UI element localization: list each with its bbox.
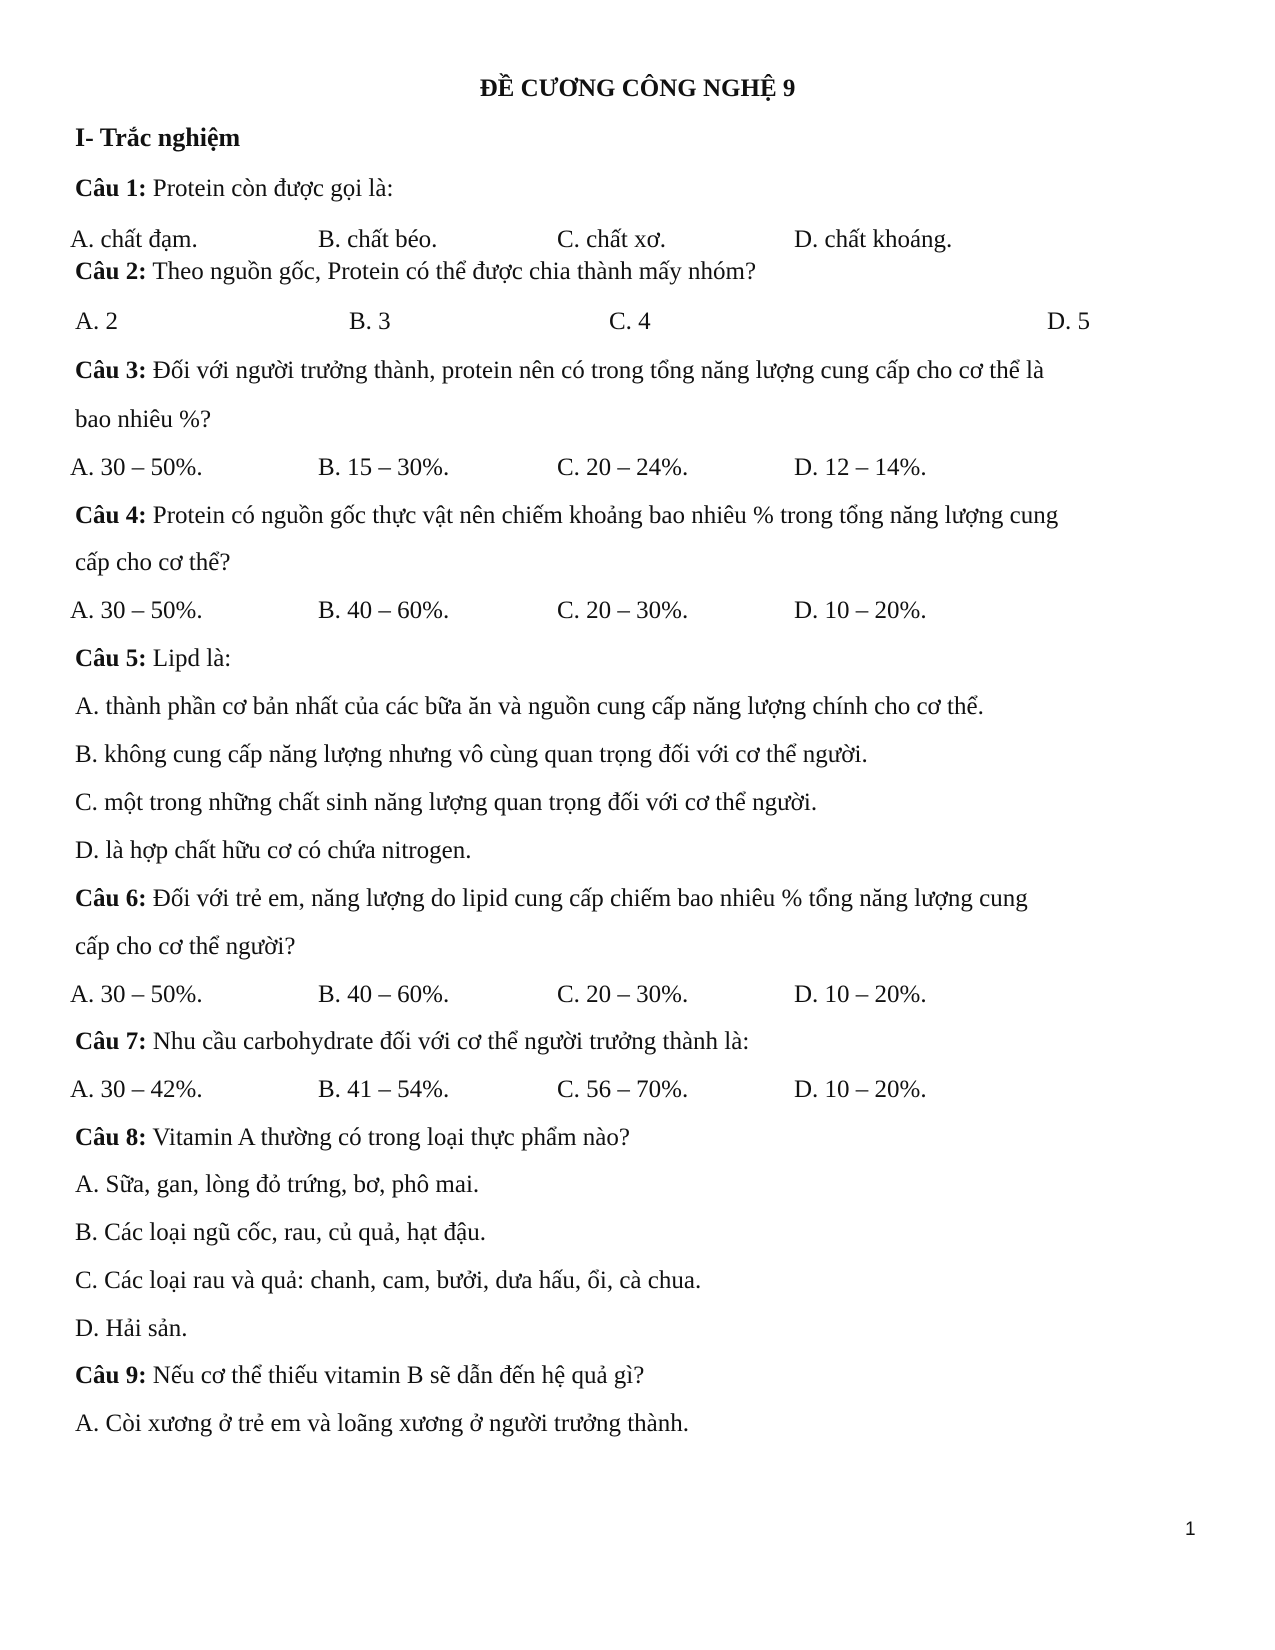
option-d: D. 5 <box>1047 308 1091 335</box>
option-c: C. 20 – 30%. <box>557 597 689 624</box>
option-b: B. 40 – 60%. <box>318 597 450 624</box>
question-text: Protein còn được gọi là: <box>152 175 394 202</box>
option-d: D. 10 – 20%. <box>794 981 927 1008</box>
option-d: D. 10 – 20%. <box>794 1076 927 1103</box>
question-6 <box>75 884 1028 914</box>
option-c: C. 20 – 30%. <box>557 981 689 1008</box>
option-d: D. là hợp chất hữu cơ có chứa nitrogen. <box>75 837 472 864</box>
option-a: A. thành phần cơ bản nhất của các bữa ăn và nguồn cung cấp năng lượng chính cho cơ thể. <box>75 693 984 720</box>
page-title: ĐỀ CƯƠNG CÔNG NGHỆ 9 <box>479 75 796 102</box>
option-d: D. 10 – 20%. <box>794 597 927 624</box>
option-c: C. 56 – 70%. <box>557 1076 689 1103</box>
option-b: B. Các loại ngũ cốc, rau, củ quả, hạt đậu. <box>75 1219 486 1246</box>
option-a: A. 30 – 50%. <box>70 981 203 1008</box>
option-b: B. 41 – 54%. <box>318 1076 450 1103</box>
option-a: A. 30 – 50%. <box>70 454 203 481</box>
option-c: C. Các loại rau và quả: chanh, cam, bưởi, dưa hấu, ổi, cà chua. <box>75 1267 702 1294</box>
option-a: A. 2 <box>75 308 119 335</box>
question-text: Đối với trẻ em, năng lượng do lipid cung cấp chiếm bao nhiêu % tổng năng lượng cung <box>152 885 1028 912</box>
question-number: Câu 1: <box>75 175 147 202</box>
question-number: Câu 7: <box>75 1028 147 1055</box>
option-c: C. chất xơ. <box>557 226 667 253</box>
question-number: Câu 6: <box>75 885 147 912</box>
question-3 <box>75 356 1044 386</box>
option-a: A. Còi xương ở trẻ em và loãng xương ở người trưởng thành. <box>75 1410 690 1437</box>
option-b: B. 40 – 60%. <box>318 981 450 1008</box>
option-a: A. 30 – 42%. <box>70 1076 203 1103</box>
option-a: A. 30 – 50%. <box>70 597 203 624</box>
option-b: B. không cung cấp năng lượng nhưng vô cùng quan trọng đối với cơ thể người. <box>75 741 868 768</box>
option-b: B. chất béo. <box>318 226 438 253</box>
question-number: Câu 2: <box>75 258 147 285</box>
question-7 <box>75 1027 749 1057</box>
question-5 <box>75 644 231 674</box>
question-text: Vitamin A thường có trong loại thực phẩm nào? <box>152 1124 630 1151</box>
option-c: C. 20 – 24%. <box>557 454 689 481</box>
option-c: C. 4 <box>609 308 651 335</box>
question-number: Câu 8: <box>75 1124 147 1151</box>
option-b: B. 15 – 30%. <box>318 454 450 481</box>
option-c: C. một trong những chất sinh năng lượng quan trọng đối với cơ thể người. <box>75 789 818 816</box>
question-text: Nhu cầu carbohydrate đối với cơ thể người trưởng thành là: <box>152 1028 750 1055</box>
question-number: Câu 5: <box>75 645 147 672</box>
question-4 <box>75 501 1058 531</box>
question-text: Nếu cơ thể thiếu vitamin B sẽ dẫn đến hệ quả gì? <box>152 1362 645 1389</box>
question-8 <box>75 1123 630 1153</box>
page-number: 1 <box>1185 1519 1196 1540</box>
option-d: D. chất khoáng. <box>794 226 953 253</box>
option-a: A. Sữa, gan, lòng đỏ trứng, bơ, phô mai. <box>75 1171 480 1198</box>
option-a: A. chất đạm. <box>70 226 198 253</box>
question-2 <box>75 257 756 287</box>
question-text: Đối với người trưởng thành, protein nên có trong tổng năng lượng cung cấp cho cơ thể là <box>152 357 1045 384</box>
question-number: Câu 4: <box>75 502 147 529</box>
option-b: B. 3 <box>349 308 391 335</box>
section-heading: I- Trắc nghiệm <box>75 123 241 152</box>
question-4-continuation: cấp cho cơ thể? <box>75 549 231 576</box>
option-d: D. Hải sản. <box>75 1315 188 1342</box>
question-text: Theo nguồn gốc, Protein có thể được chia thành mấy nhóm? <box>152 258 757 285</box>
question-6-continuation: cấp cho cơ thể người? <box>75 933 296 960</box>
option-d: D. 12 – 14%. <box>794 454 927 481</box>
question-1 <box>75 174 393 204</box>
question-number: Câu 3: <box>75 357 147 384</box>
question-9 <box>75 1361 644 1391</box>
question-text: Protein có nguồn gốc thực vật nên chiếm khoảng bao nhiêu % trong tổng năng lượng cung <box>152 502 1059 529</box>
question-number: Câu 9: <box>75 1362 147 1389</box>
question-3-continuation: bao nhiêu %? <box>75 406 212 433</box>
question-text: Lipd là: <box>152 645 232 672</box>
